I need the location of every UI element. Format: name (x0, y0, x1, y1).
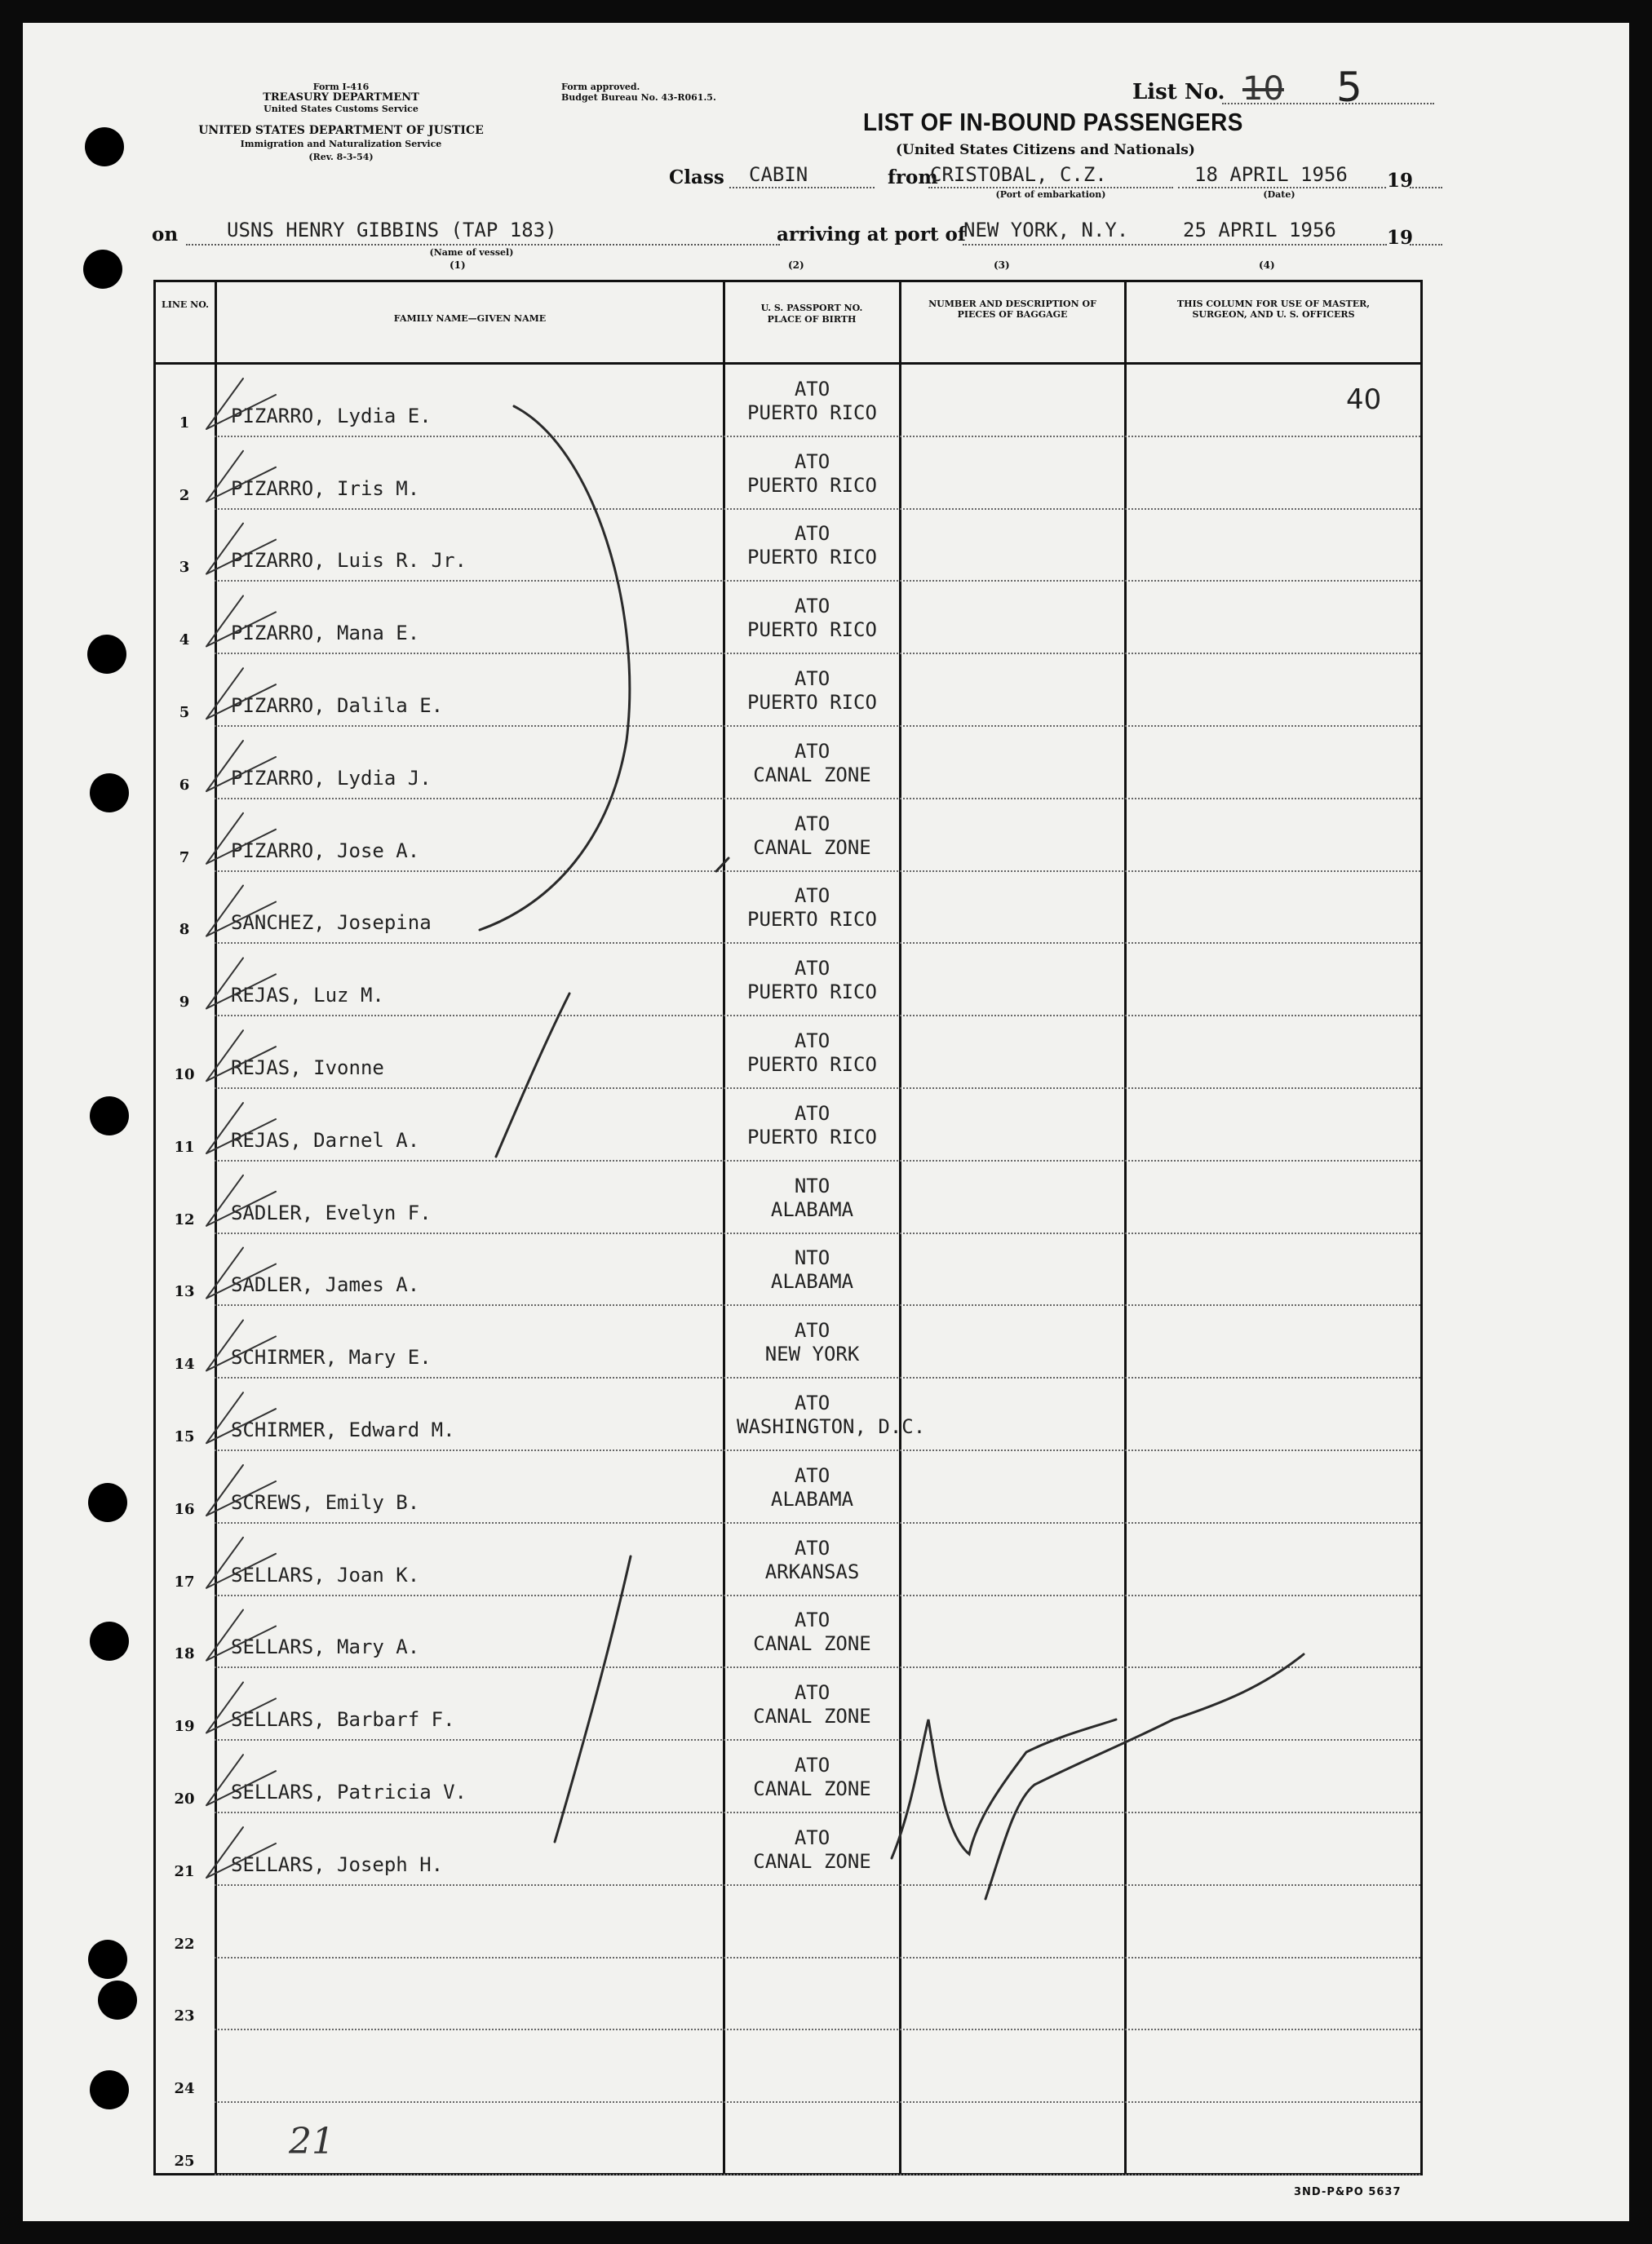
year-line-1 (1410, 187, 1442, 188)
passport-number: ATO (794, 1536, 830, 1560)
arrival-line (963, 244, 1387, 246)
list-no-label: List No. (1132, 80, 1225, 104)
place-of-birth: CANAL ZONE (753, 1705, 871, 1728)
from-label: from (888, 166, 938, 188)
page-subtitle: (United States Citizens and Nationals) (896, 142, 1195, 158)
line-number: 7 (179, 848, 190, 866)
passport-number: ATO (794, 1101, 830, 1125)
passport-number: ATO (794, 1319, 830, 1343)
passenger-name: SCREWS, Emily B. (231, 1490, 420, 1514)
place-of-birth: PUERTO RICO (747, 980, 877, 1004)
binder-hole (90, 1096, 129, 1135)
col-num-1: (1) (450, 259, 466, 271)
place-of-birth: PUERTO RICO (747, 908, 877, 932)
arrival-date: 25 APRIL 1956 (1183, 219, 1336, 241)
place-of-birth: ALABAMA (770, 1487, 854, 1511)
table-row (156, 1813, 1420, 1886)
line-number: 6 (179, 776, 190, 794)
header-baggage: NUMBER AND DESCRIPTION OF PIECES OF BAGGAGE (928, 299, 1096, 320)
line-number: 11 (174, 1138, 195, 1156)
passport-number: ATO (794, 595, 830, 618)
form-number: Form I-416 (312, 82, 370, 92)
table-row (156, 1524, 1420, 1596)
binder-hole (90, 773, 129, 812)
table-row (156, 1234, 1420, 1307)
from-value: CRISTOBAL, C.Z. (930, 163, 1107, 186)
table-row (156, 2030, 1420, 2103)
col-num-4: (4) (1259, 259, 1275, 271)
passenger-name: PIZARRO, Lydia E. (231, 404, 432, 427)
from-date-line (1178, 187, 1386, 188)
table-row (156, 1162, 1420, 1234)
passenger-name: PIZARRO, Lydia J. (231, 766, 432, 790)
line-number: 20 (174, 1790, 195, 1808)
passport-number: ATO (794, 666, 830, 690)
table-row (156, 1306, 1420, 1379)
line-number: 17 (174, 1573, 195, 1591)
header-officers: THIS COLUMN FOR USE OF MASTER, SURGEON, AND U. S. OFFICERS (1176, 299, 1371, 320)
passenger-name: SELLARS, Joan K. (231, 1563, 420, 1587)
footer-form-code: 3ND-P&PO 5637 (1294, 2186, 1402, 2198)
passenger-name: PIZARRO, Jose A. (231, 839, 420, 862)
line-number: 16 (174, 1500, 195, 1518)
passport-number: NTO (794, 1246, 830, 1270)
agency-ins: Immigration and Naturalization Service (240, 139, 442, 149)
passport-number: ATO (794, 1609, 830, 1632)
binder-hole (85, 127, 124, 166)
agency-justice: UNITED STATES DEPARTMENT OF JUSTICE (198, 124, 484, 137)
passport-number: ATO (794, 1681, 830, 1705)
col-num-3: (3) (994, 259, 1010, 271)
table-row (156, 872, 1420, 945)
line-number: 12 (174, 1211, 195, 1228)
table-row (156, 727, 1420, 799)
table-row (156, 799, 1420, 872)
place-of-birth: CANAL ZONE (753, 835, 871, 859)
from-line (928, 187, 1173, 188)
list-no-value: 5 (1336, 64, 1362, 111)
list-no-struck: 10 (1242, 70, 1284, 108)
line-number: 14 (174, 1356, 195, 1374)
place-of-birth: NEW YORK (764, 1343, 860, 1366)
passenger-name: REJAS, Luz M. (231, 984, 384, 1007)
table-row (156, 510, 1420, 582)
table-row (156, 1668, 1420, 1741)
year-suffix-1: 19 (1387, 170, 1414, 192)
line-number: 25 (174, 2152, 195, 2170)
place-of-birth: PUERTO RICO (747, 473, 877, 497)
header-passport: U. S. PASSPORT NO. PLACE OF BIRTH (760, 303, 863, 325)
agency-treasury: TREASURY DEPARTMENT (263, 91, 419, 104)
header-name: FAMILY NAME—GIVEN NAME (393, 313, 547, 324)
place-of-birth: ALABAMA (770, 1197, 854, 1221)
form-approved: Form approved. (561, 82, 640, 92)
arriving-label: arriving at port of (777, 224, 966, 246)
binder-hole (90, 2070, 129, 2109)
arrival-port: NEW YORK, N.Y. (963, 219, 1129, 241)
binder-hole (88, 1483, 127, 1522)
table-row (156, 1379, 1420, 1451)
class-label: Class (669, 166, 724, 188)
vessel-value: USNS HENRY GIBBINS (TAP 183) (227, 219, 557, 241)
class-value: CABIN (749, 163, 808, 186)
on-label: on (152, 224, 179, 246)
passport-number: ATO (794, 957, 830, 980)
passenger-name: REJAS, Ivonne (231, 1056, 384, 1079)
table-row (156, 1596, 1420, 1669)
passport-number: ATO (794, 1029, 830, 1052)
passenger-name: PIZARRO, Iris M. (231, 476, 420, 500)
line-number: 18 (174, 1645, 195, 1663)
class-line (729, 187, 875, 188)
manifest-page (23, 23, 1629, 2221)
year-suffix-2: 19 (1387, 227, 1414, 249)
place-of-birth: CANAL ZONE (753, 1777, 871, 1800)
table-row (156, 437, 1420, 510)
line-number: 10 (174, 1065, 195, 1083)
place-of-birth: CANAL ZONE (753, 1632, 871, 1656)
passenger-name: SELLARS, Mary A. (231, 1635, 420, 1659)
place-of-birth: PUERTO RICO (747, 401, 877, 424)
table-row (156, 1741, 1420, 1813)
vessel-caption: (Name of vessel) (429, 247, 514, 258)
place-of-birth: PUERTO RICO (747, 618, 877, 642)
passport-number: ATO (794, 884, 830, 908)
passport-number: ATO (794, 449, 830, 473)
passenger-table (153, 280, 1423, 2175)
passport-number: ATO (794, 1463, 830, 1487)
page-title: LIST OF IN-BOUND PASSENGERS (863, 108, 1243, 136)
col-num-2: (2) (788, 259, 804, 271)
table-row (156, 1089, 1420, 1162)
passport-number: ATO (794, 739, 830, 763)
passenger-name: SADLER, Evelyn F. (231, 1201, 432, 1224)
line-number: 9 (179, 994, 190, 1011)
port-embark-caption: (Port of embarkation) (995, 189, 1106, 200)
binder-hole (87, 635, 126, 674)
form-revision: (Rev. 8-3-54) (308, 152, 374, 162)
passenger-name: REJAS, Darnel A. (231, 1128, 420, 1152)
line-number: 15 (174, 1427, 195, 1445)
place-of-birth: ALABAMA (770, 1270, 854, 1294)
place-of-birth: PUERTO RICO (747, 690, 877, 714)
binder-hole (90, 1622, 129, 1661)
from-date: 18 APRIL 1956 (1194, 163, 1348, 186)
bottom-annotation: 21 (289, 2121, 334, 2162)
line-number: 23 (174, 2007, 195, 2025)
passport-number: ATO (794, 1391, 830, 1414)
place-of-birth: PUERTO RICO (747, 1052, 877, 1076)
binder-hole (83, 250, 122, 289)
table-row (156, 1451, 1420, 1524)
place-of-birth: PUERTO RICO (747, 1125, 877, 1149)
place-of-birth: PUERTO RICO (747, 546, 877, 569)
table-row (156, 1016, 1420, 1089)
table-row (156, 654, 1420, 727)
date-caption: (Date) (1263, 189, 1295, 200)
passenger-name: SCHIRMER, Mary E. (231, 1346, 432, 1370)
line-number: 3 (179, 559, 190, 577)
table-row (156, 2103, 1420, 2175)
officer-annotation: 40 (1346, 383, 1382, 416)
passenger-name: SELLARS, Patricia V. (231, 1780, 467, 1804)
passport-number: ATO (794, 377, 830, 401)
table-row (156, 365, 1420, 437)
passport-number: ATO (794, 522, 830, 546)
place-of-birth: ARKANSAS (764, 1560, 860, 1583)
passenger-name: PIZARRO, Dalila E. (231, 693, 444, 717)
agency-customs: United States Customs Service (264, 104, 419, 114)
place-of-birth: CANAL ZONE (753, 763, 871, 786)
line-number: 4 (179, 631, 190, 649)
header-line-no: LINE NO. (162, 299, 209, 310)
vessel-line (186, 244, 780, 246)
passenger-name: PIZARRO, Mana E. (231, 622, 420, 645)
binder-hole (98, 1981, 137, 2020)
line-number: 22 (174, 1935, 195, 1953)
passport-number: ATO (794, 812, 830, 835)
table-row (156, 1886, 1420, 1959)
line-number: 1 (179, 414, 190, 432)
line-number: 21 (174, 1862, 195, 1880)
passenger-name: SELLARS, Barbarf F. (231, 1708, 455, 1732)
line-number: 24 (174, 2080, 195, 2098)
table-row (156, 1959, 1420, 2031)
passenger-name: SADLER, James A. (231, 1273, 420, 1297)
passport-number: NTO (794, 1174, 830, 1197)
year-line-2 (1410, 244, 1442, 246)
passenger-name: SELLARS, Joseph H. (231, 1852, 444, 1876)
line-number: 19 (174, 1718, 195, 1736)
passenger-name: SCHIRMER, Edward M. (231, 1418, 455, 1441)
passenger-name: SANCHEZ, Josepina (231, 911, 432, 935)
line-number: 13 (174, 1283, 195, 1301)
passport-number: ATO (794, 1826, 830, 1849)
line-number: 8 (179, 921, 190, 939)
table-row (156, 582, 1420, 654)
passport-number: ATO (794, 1753, 830, 1777)
line-number: 5 (179, 703, 190, 721)
place-of-birth: CANAL ZONE (753, 1849, 871, 1873)
binder-hole (88, 1940, 127, 1979)
place-of-birth: WASHINGTON, D.C. (737, 1414, 926, 1438)
line-number: 2 (179, 486, 190, 504)
passenger-name: PIZARRO, Luis R. Jr. (231, 549, 467, 573)
budget-bureau: Budget Bureau No. 43-R061.5. (561, 92, 716, 103)
table-row (156, 944, 1420, 1016)
